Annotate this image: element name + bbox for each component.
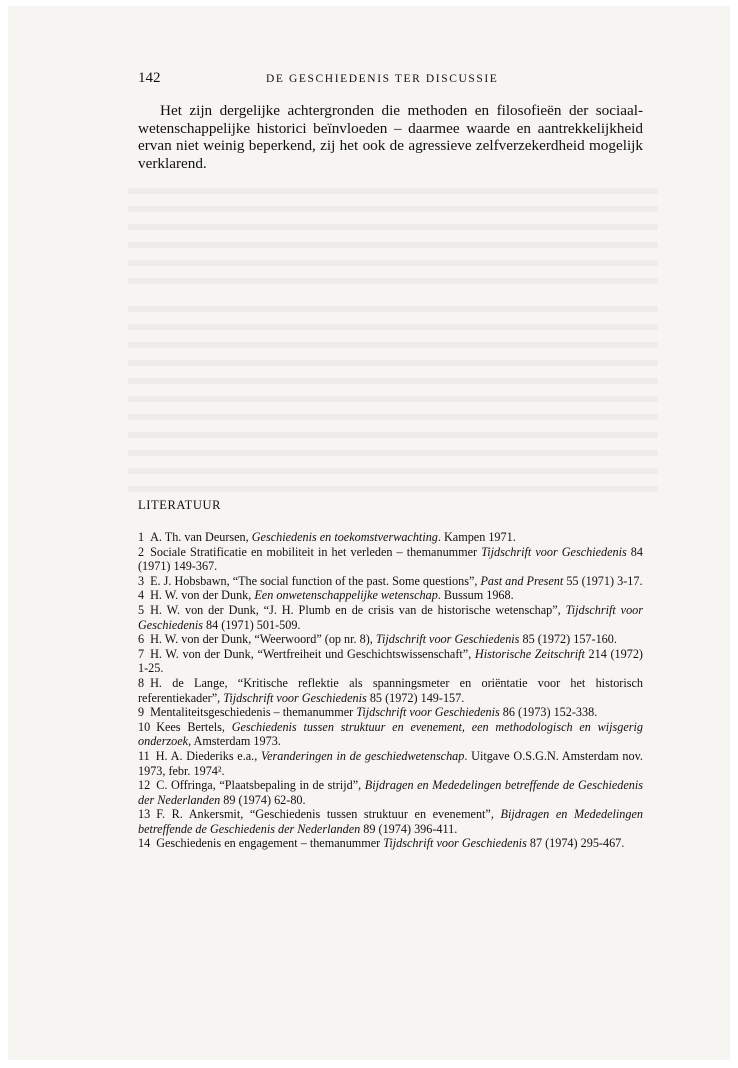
reference-text: E. J. Hobsbawn, “The social function of the past. Some questions”, — [150, 573, 481, 588]
reference-number: 1 — [138, 530, 145, 544]
reference-text: Kees Bertels, — [156, 719, 232, 734]
reference-text: H. A. Diederiks e.a., — [155, 748, 261, 763]
reference-item — [138, 574, 643, 589]
reference-text: F. R. Ankersmit, “Geschiedenis tussen struktuur en evenement”, — [156, 807, 501, 822]
reference-text-after: 55 (1971) 3-17. — [563, 573, 643, 588]
reference-number: 13 — [138, 807, 151, 822]
reference-list — [138, 530, 643, 851]
reference-title: Historische Zeitschrift — [474, 646, 585, 661]
reference-title: Veranderingen in de geschiedwetenschap — [260, 748, 465, 763]
running-title: DE GESCHIEDENIS TER DISCUSSIE — [266, 73, 499, 85]
reference-text: H. W. von der Dunk, “J. H. Plumb en de crisis van de historische wetenschap”, — [150, 602, 566, 617]
reference-item — [138, 647, 643, 676]
reference-text-after: 89 (1974) 62-80. — [220, 792, 306, 807]
reference-text: Mentaliteitsgeschiedenis – themanummer — [150, 705, 357, 720]
reference-title: Tijdschrift voor Geschiedenis — [383, 836, 527, 851]
reference-item — [138, 778, 643, 807]
reference-title: Tijdschrift voor Geschiedenis — [481, 544, 627, 559]
reference-text-after: 87 (1974) 295-467. — [526, 836, 625, 851]
reference-title: Een onwetenschappelijke wetenschap — [254, 588, 438, 603]
reference-text-after: 89 (1974) 396-411. — [360, 821, 458, 836]
reference-number: 7 — [138, 646, 145, 661]
reference-text: A. Th. van Deursen, — [150, 530, 252, 544]
intro-paragraph: Het zijn dergelijke achtergronden die methoden en filosofieën der sociaal-wetenschappelijke historici beïnvloeden – daarmee waarde en aantrekkelijkheid ervan niet weinig beperkend, zij het ook de agressieve zelfverzekerdheid mogelijk verklarend. — [138, 102, 643, 172]
reference-text-after: 84 (1971) 149-367. — [138, 544, 643, 574]
reference-number: 12 — [138, 778, 151, 793]
reference-item — [138, 588, 643, 603]
reference-number: 4 — [138, 588, 145, 603]
reference-item — [138, 545, 643, 574]
reference-number: 2 — [138, 544, 145, 559]
reference-text: C. Offringa, “Plaatsbepaling in de strijd”, — [156, 778, 365, 793]
reference-text: Geschiedenis en engagement – themanummer — [156, 836, 384, 851]
reference-item — [138, 836, 643, 851]
reference-item — [138, 530, 643, 545]
reference-text-after: 84 (1971) 501-509. — [202, 617, 301, 632]
reference-title: Geschiedenis en toekomstverwachting — [251, 530, 438, 544]
literature-heading: LITERATUUR — [138, 498, 222, 512]
reference-title: Bijdragen en Mededelingen betreffende de Geschiedenis der Nederlanden — [138, 778, 643, 807]
reference-item — [138, 705, 643, 720]
page-header — [138, 70, 638, 90]
reference-item — [138, 632, 643, 647]
reference-text-after: . Bussum 1968. — [437, 588, 514, 603]
reference-number: 14 — [138, 836, 151, 851]
reference-title: Geschiedenis tussen struktuur en evenement, een methodologisch en wijsgerig onderzoek — [138, 719, 643, 749]
reference-number: 5 — [138, 602, 145, 617]
reference-text: H. W. von der Dunk, “Wertfreiheit und Geschichtswissenschaft”, — [150, 646, 475, 661]
reference-number: 6 — [138, 632, 145, 647]
reference-number: 3 — [138, 573, 145, 588]
reference-number: 10 — [138, 719, 151, 734]
reference-title: Tijdschrift voor Geschiedenis — [138, 602, 643, 632]
reference-text-after: . Uitgave O.S.G.N. Amsterdam nov. 1973, febr. 1974². — [138, 748, 643, 778]
reference-item — [138, 807, 643, 836]
reference-text-after: , Amsterdam 1973. — [188, 734, 281, 749]
reference-number: 9 — [138, 705, 145, 720]
reference-text: H. W. von der Dunk, — [150, 588, 255, 603]
reference-text-after: 85 (1972) 149-157. — [366, 690, 465, 705]
reference-text-after: 86 (1973) 152-338. — [499, 705, 598, 720]
reference-text-after: . Kampen 1971. — [437, 530, 516, 544]
reference-item — [138, 603, 643, 632]
reference-title: Bijdragen en Mededelingen betreffende de Geschiedenis der Nederlanden — [138, 807, 643, 836]
reference-text-after: 85 (1972) 157-160. — [519, 632, 617, 647]
reference-text-after: 214 (1972) 1-25. — [138, 646, 643, 676]
reference-title: Tijdschrift voor Geschiedenis — [356, 705, 500, 720]
reference-title: Tijdschrift voor Geschiedenis — [375, 632, 520, 647]
reference-number: 11 — [138, 748, 150, 763]
reference-text: Sociale Stratificatie en mobiliteit in het verleden – themanummer — [150, 544, 482, 559]
reference-item — [138, 749, 643, 778]
reference-number: 8 — [138, 675, 145, 690]
reference-title: Past and Present — [480, 573, 564, 588]
reference-title: Tijdschrift voor Geschiedenis — [223, 690, 367, 705]
reference-item — [138, 720, 643, 749]
reference-text: H. de Lange, “Kritische reflektie als spanningsmeter en oriëntatie voor het historisch referentiekader”, — [138, 675, 643, 705]
reference-text: H. W. von der Dunk, “Weerwoord” (op nr. 8), — [150, 632, 376, 647]
page-number: 142 — [138, 70, 161, 86]
reference-item — [138, 676, 643, 705]
